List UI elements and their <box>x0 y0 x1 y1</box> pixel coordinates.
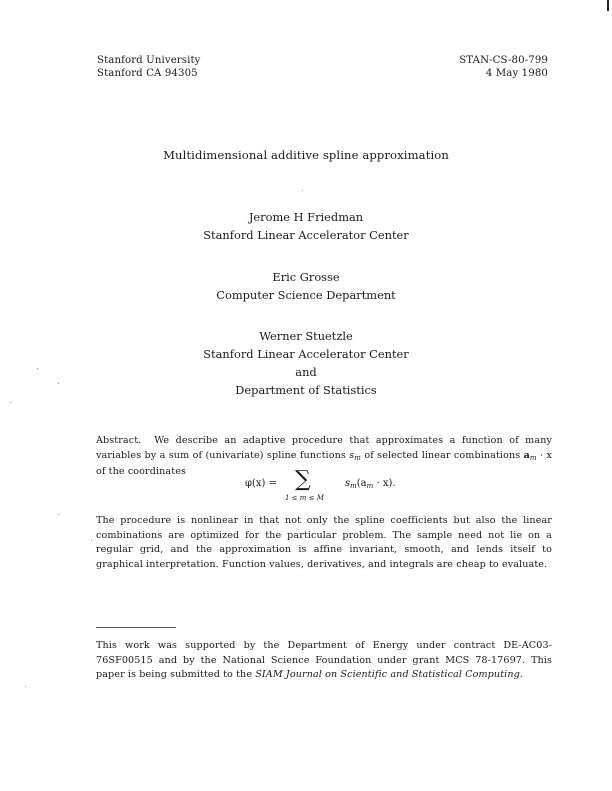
formula-arg-close: · x). <box>373 478 396 489</box>
institution-name: Stanford University <box>97 55 201 66</box>
institution-address: Stanford CA 94305 <box>97 68 198 79</box>
footnote <box>96 639 552 683</box>
footnote-text-1: This work was supported by the Department of Energy under contract DE-AC03-76SF00515 and by the National Science Foundation under grant MCS 78-17697. This paper is being submitted to the <box>96 640 552 681</box>
report-header <box>459 54 548 80</box>
report-number: STAN-CS-80-799 <box>459 55 548 66</box>
journal-name: SIAM Journal on Scientific and Statistical Computing <box>255 669 520 681</box>
scan-speck <box>91 540 92 541</box>
subscript-m: m <box>529 453 537 462</box>
author-block-3 <box>0 327 612 399</box>
abstract-paragraph <box>96 434 552 480</box>
author-affiliation: Stanford Linear Accelerator Center <box>203 347 409 361</box>
summation-range: 1 ≤ m ≤ M <box>285 494 324 502</box>
paper-title: Multidimensional additive spline approximation <box>163 148 449 162</box>
scan-speck <box>58 383 59 384</box>
author-block-1 <box>0 208 612 244</box>
author-affiliation-2: Department of Statistics <box>235 383 377 397</box>
scan-edge-mark <box>607 0 609 11</box>
subscript-m: m <box>354 453 361 462</box>
footnote-rule <box>96 627 176 628</box>
abstract-text-3: · x of the coordinates <box>96 449 552 478</box>
abstract-paragraph-2: The procedure is nonlinear in that not only the spline coefficients but also the linear combinations are optimized for the particular problem. The sample need not lie on a regular grid, and the approximation is affine invariant, smooth, and lends itself to graphical interpretation. Function values, derivatives, and integrals are cheap to evaluate. <box>96 515 552 570</box>
formula-arg-open: (a <box>356 478 367 489</box>
scan-speck <box>25 686 26 687</box>
scan-speck <box>37 368 38 369</box>
scan-speck <box>302 190 303 191</box>
author-affiliation: Stanford Linear Accelerator Center <box>203 228 409 242</box>
scan-speck <box>58 514 59 515</box>
author-affiliation: Computer Science Department <box>216 288 396 302</box>
author-block-2 <box>0 268 612 304</box>
author-conjunction: and <box>295 365 317 379</box>
formula-s: s <box>345 478 351 489</box>
footnote-text-2: . <box>519 669 524 681</box>
formula-sub-m2: m <box>366 482 374 490</box>
author-name: Jerome H Friedman <box>248 210 364 224</box>
abstract-text-1: We describe an adaptive procedure that approximates a function of many variables by a sum of (univariate) spline functions <box>96 435 552 461</box>
summation-icon: ∑ <box>295 467 311 492</box>
institution-header <box>97 54 201 80</box>
abstract-label: Abstract. <box>96 435 142 446</box>
formula-lhs: φ(x) = <box>245 478 278 489</box>
symbol-s: s <box>349 449 355 461</box>
scan-speck <box>10 402 11 403</box>
abstract-text-2: of selected linear combinations <box>361 449 524 461</box>
formula-rhs <box>345 478 396 490</box>
author-name: Werner Stuetzle <box>259 329 353 343</box>
author-name: Eric Grosse <box>272 270 340 284</box>
report-date: 4 May 1980 <box>485 68 548 79</box>
symbol-a: a <box>523 449 530 461</box>
formula-sub-m: m <box>350 482 357 490</box>
